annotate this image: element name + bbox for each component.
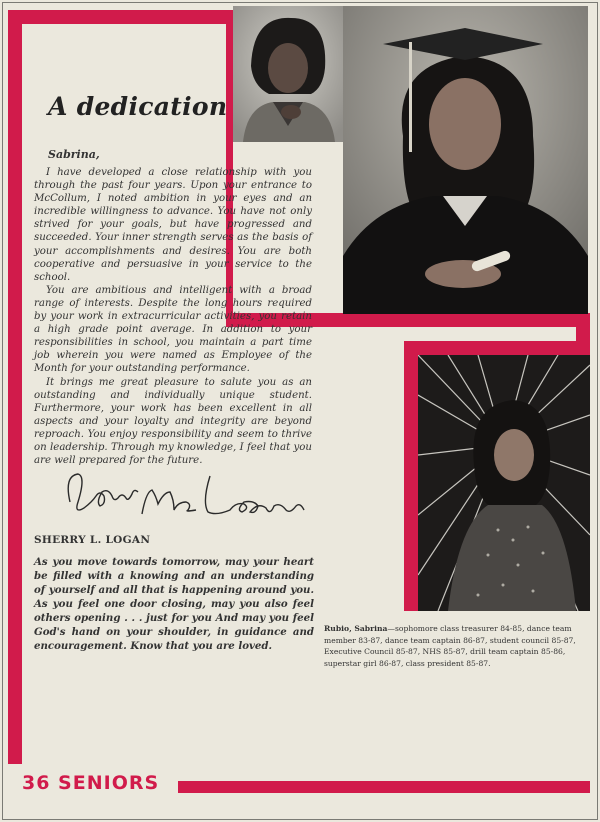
salutation: Sabrina,: [48, 148, 100, 161]
graduation-photo: [343, 6, 588, 314]
frame-top-bar: [8, 10, 230, 24]
frame-lower-photo-left: [404, 341, 418, 611]
footer-bar: [178, 781, 590, 793]
caption-name: Rubio, Sabrina: [324, 624, 388, 633]
page-heading: A dedication: [48, 92, 228, 121]
dedication-letter: [34, 166, 312, 467]
dance-team-photo: [418, 355, 590, 611]
signer-name: SHERRY L. LOGAN: [34, 534, 151, 546]
caption-text: —sophomore class treasurer 84-85, dance team member 83-87, dance team captain 86-87, student council 85-87, Executive Council 85-87, NHS 85-87, drill team captain 85-86, superstar girl 86-87, class president 85-87.: [324, 624, 576, 668]
frame-lower-photo-top: [404, 341, 590, 355]
letter-paragraph: I have developed a close relationship with you through the past four years. Upon your entrance to McCollum, I noted ambition in your eyes and an incredible willingness to advance. You have not only strived for your goals, but have progressed and succeeded. Your inner strength serves as the basis of your accomplishments and desires. You are both cooperative and persuasive in your service to the school.: [34, 167, 312, 283]
closing-message: As you move towards tomorrow, may your heart be filled with a knowing and an understanding of yourself and all that is happening around you. As you feel one door closing, may you also feel others opening . . . just for you And may you feel God's hand on your shoulder, in guidance and encouragement. Know that you are loved.: [34, 556, 314, 652]
letter-paragraph: It brings me great pleasure to salute you as an outstanding and individually unique student. Furthermore, your work has been excellent in all aspects and your loyalty and integrity are beyond reproach. You enjoy responsibility and seem to thrive on leadership. Through my knowledge, I feel that you are well prepared for the future.: [34, 376, 312, 467]
frame-left-bar: [8, 10, 22, 764]
portrait-photo-small: [233, 6, 343, 142]
letter-paragraph: You are ambitious and intelligent with a broad range of interests. Despite the long hours required by your work in extracurricular activities, you retain a high grade point average. In addition to your responsibilities in school, you maintain a part time job wherein you were named as Employee of the Month for your outstanding performance.: [34, 284, 312, 375]
handwritten-signature: [60, 462, 320, 532]
page-footer-label: 36 SENIORS: [22, 772, 160, 794]
photo-caption: [324, 623, 586, 669]
